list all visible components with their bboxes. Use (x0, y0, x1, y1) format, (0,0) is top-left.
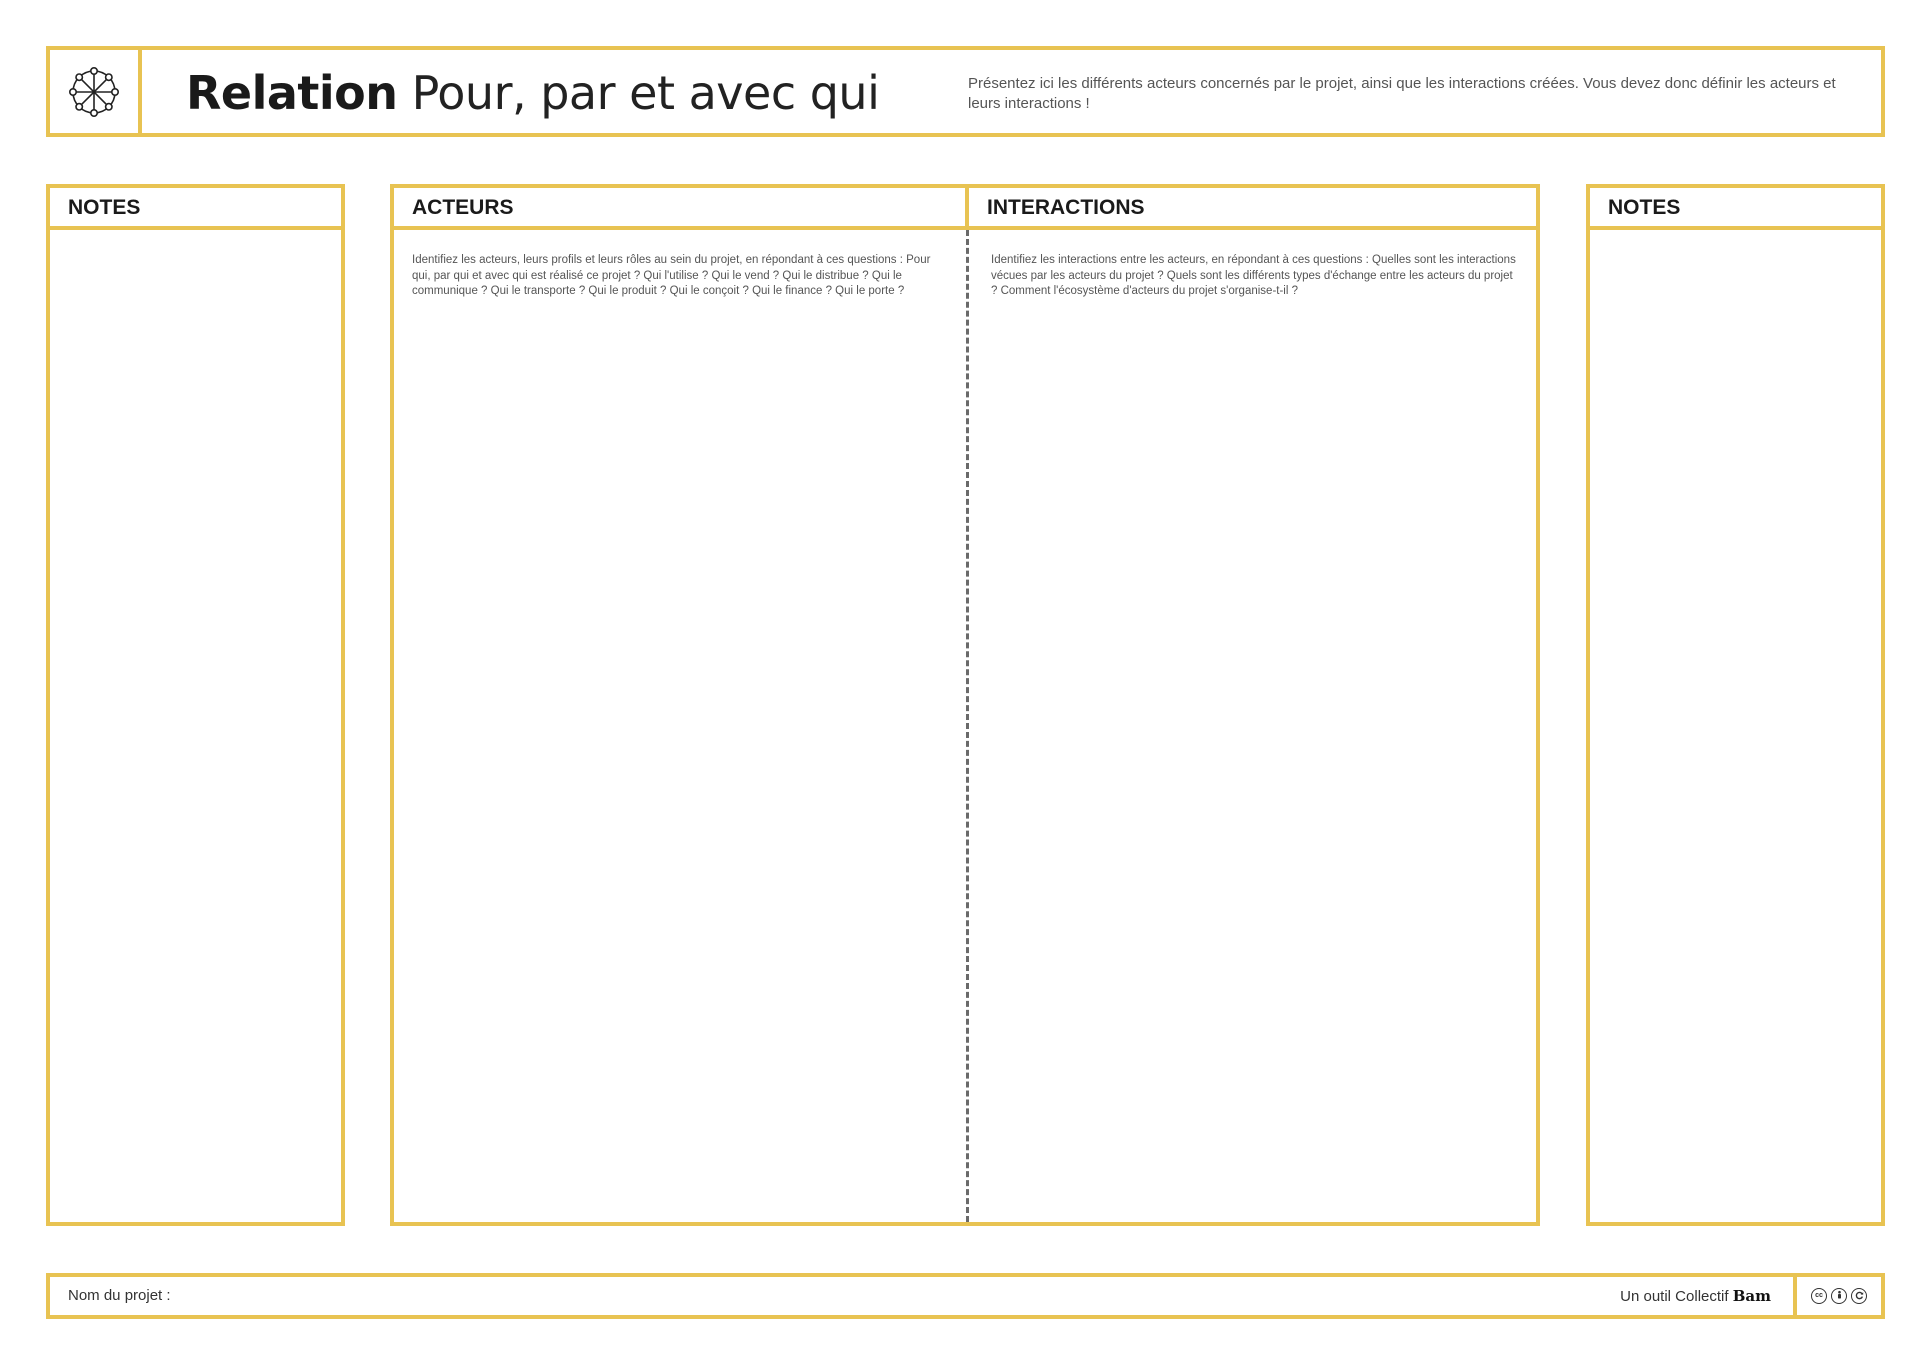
column-divider-dashed (966, 230, 969, 1222)
by-icon (1831, 1288, 1847, 1304)
footer-bar (46, 1273, 1885, 1319)
credit-prefix: Un outil Collectif (1620, 1288, 1729, 1305)
logo-cell (50, 50, 142, 133)
column-divider-top (965, 188, 969, 230)
main-panel (390, 184, 1540, 1226)
notes-panel-left[interactable] (46, 184, 345, 1226)
license-icons (1793, 1277, 1881, 1315)
cc-icon: cc (1811, 1288, 1827, 1304)
credit-brand: Bam (1732, 1287, 1771, 1305)
interactions-prompt: Identifiez les interactions entre les acteurs, en répondant à ces questions : Quelles sont les interactions vécues par les acteurs du projet ? Quels sont les différents types d'échange entre les acteurs du projet ? Comment l'écosystème d'acteurs du projet s'organise-t-il ? (991, 254, 1516, 297)
acteurs-heading: ACTEURS (394, 188, 967, 230)
interactions-heading: INTERACTIONS (967, 188, 1536, 230)
project-name-label: Nom du projet : (68, 1287, 171, 1304)
relation-wheel-icon (66, 64, 122, 120)
header-description: Présentez ici les différents acteurs concernés par le projet, ainsi que les interactions créées. Vous devez donc définir les acteurs et leurs interactions ! (968, 75, 1836, 112)
title-subtitle: Pour, par et avec qui (411, 66, 880, 120)
page-title (186, 68, 879, 118)
notes-right-heading: NOTES (1590, 188, 1881, 230)
sa-icon (1851, 1288, 1867, 1304)
header-bar (46, 46, 1885, 137)
title-bold: Relation (186, 66, 398, 120)
credit-text (1620, 1277, 1771, 1316)
notes-left-heading: NOTES (50, 188, 341, 230)
acteurs-prompt: Identifiez les acteurs, leurs profils et leurs rôles au sein du projet, en répondant à ces questions : Pour qui, par qui et avec qui est réalisé ce projet ? Qui l'utilise ? Qui le vend ? Qui le distribue ? Qui le communique ? Qui le transporte ? Qui le produit ? Qui le conçoit ? Qui le finance ? Qui le porte ? (412, 254, 931, 297)
notes-panel-right[interactable] (1586, 184, 1885, 1226)
acteurs-column[interactable] (394, 188, 967, 1222)
interactions-column[interactable] (967, 188, 1536, 1222)
